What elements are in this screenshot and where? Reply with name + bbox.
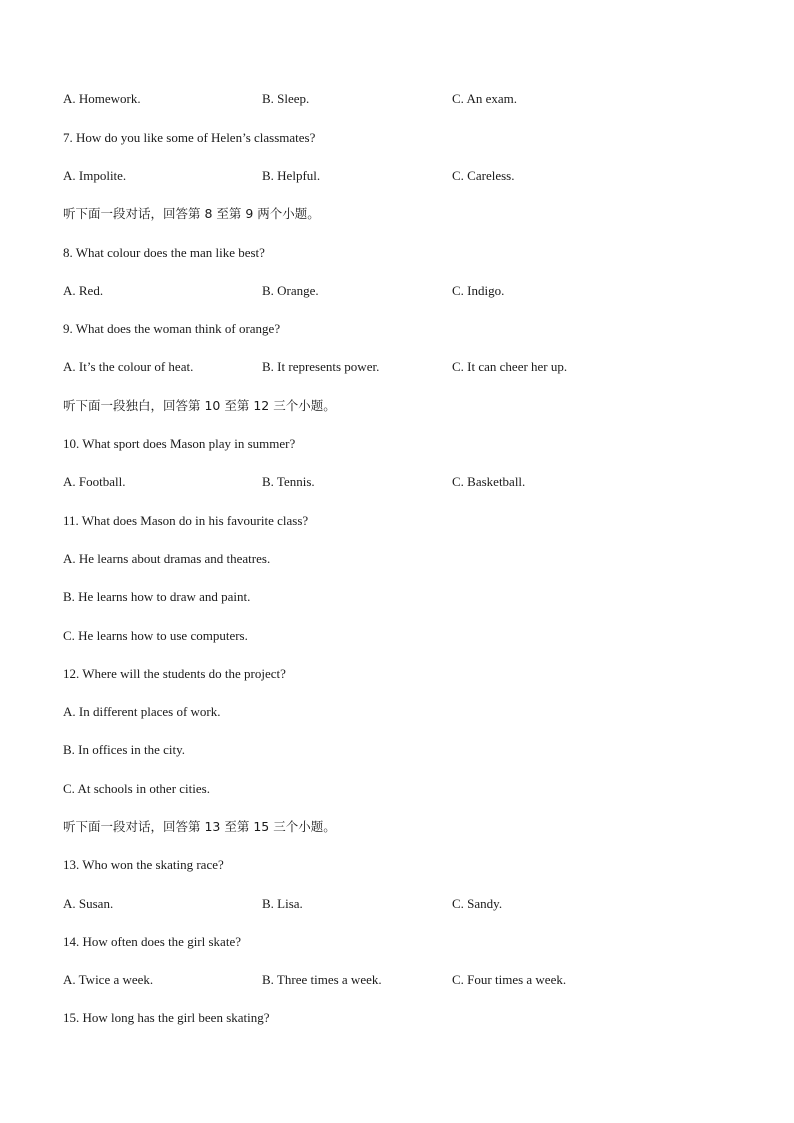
option-c: C. Basketball. (452, 474, 526, 489)
question-7: 7. How do you like some of Helen’s classmates? (63, 130, 316, 145)
question-12: 12. Where will the students do the project? (63, 666, 286, 681)
option-c: C. Sandy. (452, 896, 503, 911)
question-9: 9. What does the woman think of orange? (63, 321, 281, 336)
question-10: 10. What sport does Mason play in summer? (63, 436, 296, 451)
option-b: B. It represents power. (262, 359, 380, 374)
question-14: 14. How often does the girl skate? (63, 934, 241, 949)
option-b: B. Lisa. (262, 896, 303, 911)
section-instruction: 听下面一段对话，回答第 8 至第 9 两个小题。 (63, 206, 320, 221)
option-a: A. Impolite. (63, 168, 127, 183)
option-c: C. It can cheer her up. (452, 359, 568, 374)
option-a: A. Red. (63, 283, 104, 298)
option-b: B. Three times a week. (262, 972, 382, 987)
option-c: C. Indigo. (452, 283, 505, 298)
option-a: A. Twice a week. (63, 972, 154, 987)
option-b: B. He learns how to draw and paint. (63, 589, 251, 604)
option-a: A. In different places of work. (63, 704, 221, 719)
question-13: 13. Who won the skating race? (63, 857, 224, 872)
option-b: B. Orange. (262, 283, 319, 298)
option-b: B. In offices in the city. (63, 742, 186, 757)
option-b: B. Helpful. (262, 168, 321, 183)
question-8: 8. What colour does the man like best? (63, 245, 265, 260)
option-c: C. He learns how to use computers. (63, 628, 248, 643)
option-a: A. It’s the colour of heat. (63, 359, 194, 374)
option-a: A. He learns about dramas and theatres. (63, 551, 271, 566)
option-c: C. At schools in other cities. (63, 781, 210, 796)
option-a: A. Susan. (63, 896, 114, 911)
option-a: A. Football. (63, 474, 126, 489)
option-c: C. Careless. (452, 168, 515, 183)
option-b: B. Sleep. (262, 91, 310, 106)
section-instruction: 听下面一段独白，回答第 10 至第 12 三个小题。 (63, 398, 336, 413)
option-a: A. Homework. (63, 91, 141, 106)
question-15: 15. How long has the girl been skating? (63, 1010, 270, 1025)
option-b: B. Tennis. (262, 474, 315, 489)
section-instruction: 听下面一段对话，回答第 13 至第 15 三个小题。 (63, 819, 336, 834)
question-11: 11. What does Mason do in his favourite class? (63, 513, 309, 528)
option-c: C. Four times a week. (452, 972, 567, 987)
option-c: C. An exam. (452, 91, 517, 106)
